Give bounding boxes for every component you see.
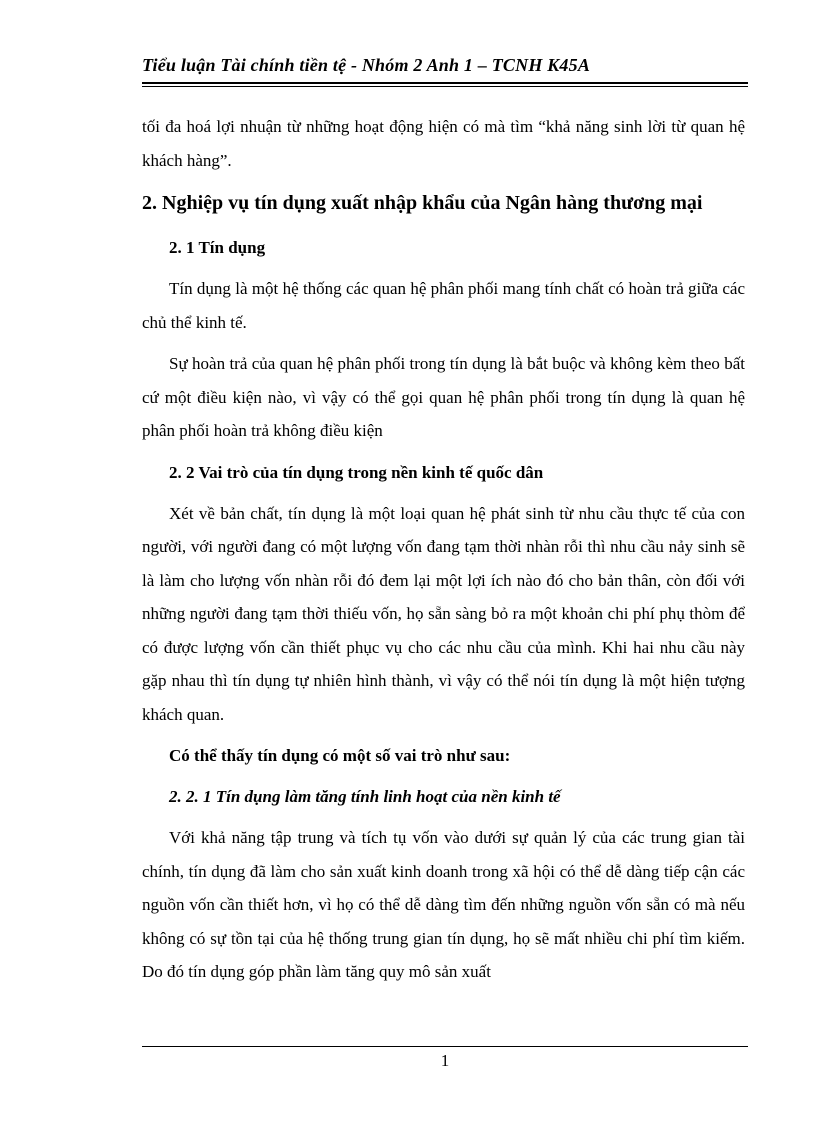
roles-intro: Có thể thấy tín dụng có một số vai trò như sau: [169, 746, 511, 765]
section-2-1-paragraph-2: Sự hoàn trả của quan hệ phân phối trong tín dụng là bắt buộc và không kèm theo bất cứ một điều kiện nào, vì vậy có thể gọi quan hệ phân phối trong tín dụng là quan hệ phân phối hoàn trả không điều kiện [142, 354, 745, 440]
intro-paragraph: tối đa hoá lợi nhuận từ những hoạt động hiện có mà tìm “khả năng sinh lời từ quan hệ khách hàng”. [142, 117, 745, 170]
section-2-2-heading: 2. 2 Vai trò của tín dụng trong nền kinh tế quốc dân [169, 462, 544, 482]
section-2-heading: 2. Nghiệp vụ tín dụng xuất nhập khẩu của Ngân hàng thương mại [142, 192, 703, 214]
section-2-2-paragraph-1: Xét về bản chất, tín dụng là một loại quan hệ phát sinh từ nhu cầu thực tế của con người, với người đang có một lượng vốn đang tạm thời nhàn rỗi thì nhu cầu nảy sinh sẽ là làm cho lượng vốn nhàn rỗi đó đem lại một lợi ích nào đó cho bản thân, còn đối với những người đang tạm thời thiếu vốn, họ sẵn sàng bỏ ra một khoản chi phí phụ thòm để có được lượng vốn cần thiết phục vụ cho các nhu cầu của mình. Khi hai nhu cầu này gặp nhau thì tín dụng tự nhiên hình thành, vì vậy có thể nói tín dụng là một hiện tượng khách quan. [142, 503, 745, 724]
document-body [142, 110, 745, 989]
header-rule-secondary [142, 86, 748, 87]
footer-rule [142, 1046, 748, 1047]
running-header: Tiểu luận Tài chính tiền tệ - Nhóm 2 Anh 1 – TCNH K45A [142, 55, 591, 75]
section-2-2-1-paragraph-1: Với khả năng tập trung và tích tụ vốn vào dưới sự quản lý của các trung gian tài chính, tín dụng đã làm cho sản xuất kinh doanh trong xã hội có thể dễ dàng tiếp cận các nguồn vốn cần thiết hơn, vì họ có thể dễ dàng tìm đến những nguồn vốn sẵn có mà nếu không có sự tồn tại của hệ thống trung gian tín dụng, họ sẽ mất nhiều chi phí tìm kiếm. Do đó tín dụng góp phần làm tăng quy mô sản xuất [142, 828, 745, 981]
header-rule [142, 82, 748, 84]
section-2-1-paragraph-1: Tín dụng là một hệ thống các quan hệ phân phối mang tính chất có hoàn trả giữa các chủ thể kinh tế. [142, 279, 745, 332]
section-2-1-heading: 2. 1 Tín dụng [169, 238, 266, 257]
page-number: 1 [440, 1051, 450, 1070]
section-2-2-1-heading: 2. 2. 1 Tín dụng làm tăng tính linh hoạt của nền kinh tế [169, 787, 561, 806]
